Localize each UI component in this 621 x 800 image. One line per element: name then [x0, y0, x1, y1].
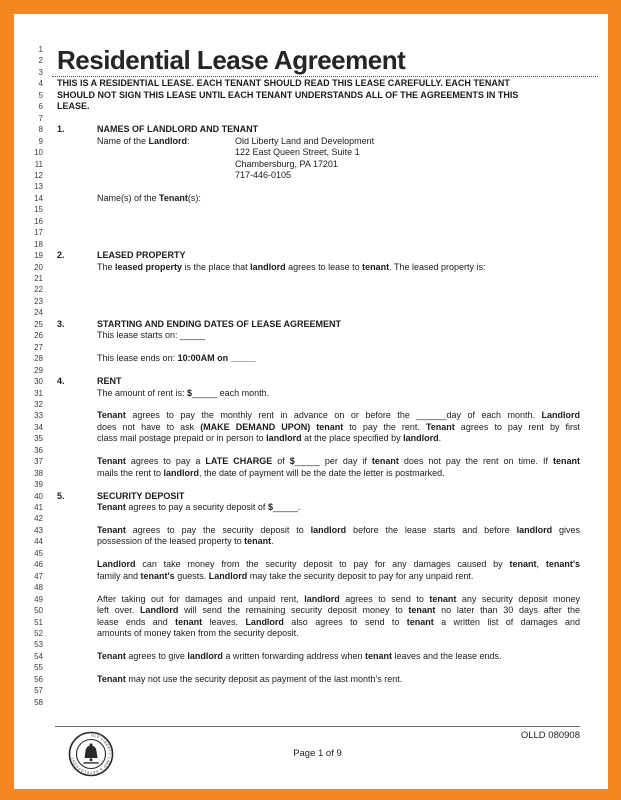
line-number: 39	[34, 480, 43, 490]
line-number: 40	[34, 491, 43, 501]
document-line	[14, 525, 608, 536]
text-segment: _____.	[272, 502, 301, 512]
text-segment: The	[97, 261, 116, 272]
svg-text:OLD LIBERTY LAND & DEVELOPMENT: OLD LIBERTY LAND & DEVELOPMENT	[70, 733, 112, 775]
line-text	[57, 101, 90, 112]
line-number: 47	[34, 571, 43, 581]
document-line	[14, 513, 608, 524]
document-line	[14, 170, 608, 181]
text-segment: landlord	[516, 524, 553, 535]
text-segment: Tenant	[97, 673, 126, 684]
line-text	[97, 193, 201, 204]
footer-divider	[55, 726, 580, 727]
text-segment: tenant	[553, 456, 580, 467]
text-segment: .	[271, 536, 274, 547]
text-segment: can take money from the security deposit to pay for any damages caused by	[135, 559, 510, 570]
page-title: Residential Lease Agreement	[57, 45, 406, 75]
line-number: 10	[34, 148, 43, 158]
line-text	[235, 170, 291, 181]
text-segment: _____ each month.	[192, 387, 270, 398]
document-line	[14, 502, 608, 513]
line-number: 8	[38, 125, 43, 135]
document-line	[14, 124, 608, 135]
liberty-bell-seal-icon	[68, 731, 114, 777]
document-code: OLLD 080908	[520, 730, 580, 741]
line-text	[97, 502, 300, 513]
document-line	[14, 594, 608, 605]
document-line	[14, 456, 608, 467]
text-segment: $	[289, 456, 295, 467]
line-number: 43	[34, 525, 43, 535]
line-number: 46	[34, 560, 43, 570]
line-text	[235, 147, 360, 158]
text-segment: lease ends and	[97, 616, 176, 627]
text-segment: LEASE.	[57, 101, 90, 112]
document-line	[14, 353, 608, 364]
line-number: 55	[34, 663, 43, 673]
line-number: 51	[34, 617, 43, 627]
text-segment: any security deposit money	[456, 593, 580, 604]
line-number: 35	[34, 434, 43, 444]
line-number: 25	[34, 319, 43, 329]
text-segment: tenant	[429, 593, 457, 604]
text-segment: is the place that	[182, 261, 251, 272]
text-segment: ,	[536, 559, 546, 570]
text-segment: agrees to give	[125, 650, 188, 661]
document-line	[14, 101, 608, 112]
line-number: 11	[34, 159, 43, 169]
document-line	[14, 571, 608, 582]
document-line	[14, 365, 608, 376]
text-segment: 122 East Queen Street, Suite 1	[235, 147, 360, 158]
document-line	[14, 491, 608, 502]
document-line	[14, 628, 608, 639]
line-text	[97, 571, 473, 582]
line-number: 7	[38, 113, 43, 123]
line-text	[97, 353, 256, 364]
line-text	[97, 536, 274, 547]
text-segment: may take the security deposit to pay for any unpaid rent.	[247, 570, 474, 581]
document-line	[14, 536, 608, 547]
line-number: 23	[34, 296, 43, 306]
text-segment: The amount of rent is:	[97, 387, 188, 398]
section-number: 1.	[57, 124, 65, 135]
document-line	[14, 250, 608, 261]
text-segment: Landlord	[148, 135, 188, 146]
landlord-address-line: Old Liberty Land and Development	[235, 135, 375, 146]
text-segment: a written forwarding address when	[222, 650, 365, 661]
text-segment: , the date of payment will be the date the letter is postmarked.	[199, 467, 445, 478]
text-segment: tenant	[406, 616, 434, 627]
line-number: 49	[34, 594, 43, 604]
text-segment: no later than 30 days after the	[435, 605, 580, 616]
document-line	[14, 284, 608, 295]
text-segment: (MAKE DEMAND UPON) tenant	[200, 421, 344, 432]
text-segment: mails the rent to	[97, 467, 164, 478]
text-segment: leased property	[115, 261, 183, 272]
text-segment: :	[187, 135, 190, 146]
line-text	[97, 559, 580, 570]
text-segment: tenant	[362, 261, 390, 272]
document-line	[14, 399, 608, 410]
line-number: 1	[38, 45, 43, 54]
line-text	[97, 628, 299, 639]
line-number: 28	[34, 354, 43, 364]
line-number: 56	[34, 674, 43, 684]
document-line	[14, 559, 608, 570]
line-number: 53	[34, 640, 43, 650]
line-number: 16	[34, 216, 43, 226]
text-segment: (s):	[187, 192, 201, 203]
text-segment: will send the remaining security deposit money to	[178, 605, 409, 616]
text-segment: Landlord	[541, 410, 580, 421]
line-text	[97, 605, 580, 616]
text-segment: agrees to pay a security deposit of	[125, 502, 268, 512]
document-line	[14, 67, 608, 78]
line-number: 2	[38, 56, 43, 66]
line-number: 6	[38, 102, 43, 112]
text-segment: agrees to pay the security deposit to	[125, 524, 311, 535]
text-segment: agrees to lease to	[285, 261, 363, 272]
line-text	[97, 468, 445, 479]
text-segment: Chambersburg, PA 17201	[235, 158, 338, 169]
line-number: 24	[34, 308, 43, 318]
line-text	[97, 651, 502, 662]
text-segment: tenant's	[545, 559, 580, 570]
text-segment: Name of the	[97, 135, 149, 146]
section-heading	[97, 376, 122, 387]
text-segment: does not have to ask	[97, 421, 201, 432]
text-segment: amounts of money taken from the security deposit.	[97, 627, 299, 638]
line-number: 32	[34, 399, 43, 409]
text-segment: Tenant	[97, 502, 126, 512]
line-text	[97, 433, 441, 444]
document-line	[14, 90, 608, 101]
text-segment: guests.	[174, 570, 209, 581]
document-line	[14, 239, 608, 250]
line-number: 45	[34, 548, 43, 558]
line-number: 52	[34, 628, 43, 638]
text-segment: a written list of damages and	[433, 616, 580, 627]
page-number-label: Page 1 of 9	[293, 748, 342, 759]
text-segment: STARTING AND ENDING DATES OF LEASE AGREEMENT	[97, 318, 342, 329]
line-number: 22	[34, 285, 43, 295]
text-segment: left over.	[97, 605, 140, 616]
document-line	[14, 605, 608, 616]
line-number: 13	[34, 182, 43, 192]
text-segment: _____	[228, 353, 256, 364]
line-text	[235, 159, 338, 170]
line-number: 26	[34, 331, 43, 341]
text-segment: class mail postage prepaid or in person to	[97, 433, 267, 444]
document-line	[14, 582, 608, 593]
document-line	[14, 468, 608, 479]
line-number: 14	[34, 193, 43, 203]
text-segment: tenant	[371, 456, 399, 467]
line-text	[97, 388, 269, 399]
line-number: 9	[38, 136, 43, 146]
text-segment: RENT	[97, 376, 122, 387]
text-segment: landlord	[187, 650, 223, 661]
text-segment: After taking out for damages and unpaid rent,	[97, 593, 305, 604]
line-text	[97, 456, 580, 467]
text-segment: tenant	[244, 536, 272, 547]
document-line	[14, 445, 608, 456]
text-segment: 10:00AM on	[177, 353, 229, 364]
line-number: 44	[34, 537, 43, 547]
document-line	[14, 376, 608, 387]
text-segment: landlord	[163, 467, 200, 478]
line-text	[57, 78, 510, 89]
section-heading	[97, 491, 184, 502]
line-number: 34	[34, 422, 43, 432]
document-line	[14, 307, 608, 318]
line-number: 12	[34, 170, 43, 180]
text-segment: of	[272, 456, 290, 467]
text-segment: tenant	[364, 650, 392, 661]
text-segment: Tenant	[425, 421, 455, 432]
text-segment: Landlord	[245, 616, 284, 627]
text-segment: agrees to pay the monthly rent in advance on or before the ______day of each month.	[125, 410, 542, 421]
text-segment: gives	[552, 524, 580, 535]
section-number: 4.	[57, 376, 65, 387]
document-line	[14, 685, 608, 696]
text-segment: landlord	[250, 261, 286, 272]
text-segment: SHOULD NOT SIGN THIS LEASE UNTIL EACH TENANT UNDERSTANDS ALL OF THE AGREEMENTS IN THIS	[57, 89, 519, 100]
text-segment: possession of the leased property to	[97, 536, 245, 547]
document-line	[14, 422, 608, 433]
text-segment: tenant	[175, 616, 203, 627]
section-number: 2.	[57, 250, 65, 261]
line-number: 36	[34, 445, 43, 455]
document-line	[14, 159, 608, 170]
text-segment: also agrees to send to	[283, 616, 407, 627]
line-number: 20	[34, 262, 43, 272]
document-line	[14, 262, 608, 273]
document-line	[14, 113, 608, 124]
text-segment: agrees to pay rent by first	[454, 421, 580, 432]
text-segment: at the place specified by	[301, 433, 404, 444]
text-segment: may not use the security deposit as payment of the last month's rent.	[125, 673, 403, 684]
text-segment: landlord	[304, 593, 340, 604]
text-segment: leaves and the lease ends.	[391, 650, 502, 661]
document-line	[14, 55, 608, 66]
text-segment: Landlord	[139, 605, 179, 616]
text-segment: NAMES OF LANDLORD AND TENANT	[97, 124, 259, 135]
line-number: 33	[34, 411, 43, 421]
text-segment: _____ per day if	[294, 456, 372, 467]
line-text	[97, 136, 190, 147]
text-segment: SECURITY DEPOSIT	[97, 490, 185, 501]
line-text	[57, 90, 518, 101]
line-number: 48	[34, 583, 43, 593]
text-segment: Landlord	[208, 570, 248, 581]
line-number: 31	[34, 388, 43, 398]
document-line	[14, 44, 608, 55]
line-text	[97, 410, 580, 421]
line-text	[97, 674, 402, 685]
document-line	[14, 227, 608, 238]
document-line	[14, 78, 608, 89]
line-number: 4	[38, 79, 43, 89]
text-segment: Tenant	[97, 524, 126, 535]
document-line	[14, 639, 608, 650]
document-line	[14, 147, 608, 158]
line-number: 37	[34, 457, 43, 467]
text-segment: family and	[97, 570, 141, 581]
text-segment: landlord	[266, 433, 302, 444]
text-segment: agrees to pay a	[125, 456, 206, 467]
line-number: 19	[34, 251, 43, 261]
text-segment: $	[187, 387, 193, 398]
document-line	[14, 136, 608, 147]
line-number: 15	[34, 205, 43, 215]
line-number: 5	[38, 90, 43, 100]
document-line	[14, 296, 608, 307]
text-segment: This lease starts on: _____	[97, 330, 206, 341]
line-number: 38	[34, 468, 43, 478]
line-number: 42	[34, 514, 43, 524]
text-segment: tenant	[509, 559, 537, 570]
text-segment: landlord	[310, 524, 347, 535]
line-text	[97, 330, 205, 341]
line-number: 27	[34, 342, 43, 352]
text-segment: .	[438, 433, 442, 444]
section-number: 5.	[57, 490, 65, 501]
line-number: 21	[34, 274, 43, 283]
document-line	[14, 319, 608, 330]
document-line	[14, 193, 608, 204]
document-line	[14, 204, 608, 215]
text-segment: . The leased property is:	[389, 261, 486, 272]
text-segment: before the lease starts and before	[346, 524, 517, 535]
document-line	[14, 479, 608, 490]
text-segment: Tenant	[97, 650, 126, 661]
section-heading	[97, 124, 258, 135]
text-segment: $	[267, 502, 273, 512]
document-line	[14, 433, 608, 444]
document-line	[14, 697, 608, 708]
text-segment: LATE CHARGE	[205, 456, 273, 467]
document-line	[14, 342, 608, 353]
text-segment: to pay the rent.	[343, 421, 426, 432]
line-text	[97, 617, 580, 628]
document-line	[14, 662, 608, 673]
line-number: 18	[34, 239, 43, 249]
document-line	[14, 330, 608, 341]
line-number: 50	[34, 606, 43, 616]
text-segment: leaves.	[202, 616, 246, 627]
line-number: 30	[34, 377, 43, 387]
text-segment: landlord	[403, 433, 439, 444]
document-line	[14, 548, 608, 559]
line-number: 17	[34, 228, 43, 238]
text-segment: Tenant	[97, 410, 126, 421]
line-text	[97, 594, 580, 605]
text-segment: tenant's	[140, 570, 175, 581]
section-number: 3.	[57, 318, 65, 329]
section-heading	[97, 319, 341, 330]
section-heading	[97, 250, 186, 261]
line-text	[97, 525, 580, 536]
document-line	[14, 216, 608, 227]
lease-document-page	[14, 14, 608, 789]
line-number: 41	[34, 503, 43, 512]
text-segment: tenant	[408, 605, 436, 616]
document-line	[14, 674, 608, 685]
line-number: 54	[34, 651, 43, 661]
document-line	[14, 410, 608, 421]
text-segment: agrees to send to	[339, 593, 430, 604]
line-number: 3	[38, 67, 43, 77]
text-segment: This lease ends on:	[97, 353, 178, 364]
text-segment: Landlord	[97, 559, 136, 570]
text-segment: LEASED PROPERTY	[97, 250, 186, 261]
text-segment: Tenant	[97, 456, 126, 467]
document-line	[14, 181, 608, 192]
document-line	[14, 617, 608, 628]
text-segment: Name(s) of the	[97, 192, 160, 203]
document-line	[14, 651, 608, 662]
line-text	[97, 422, 580, 433]
text-segment: 717-446-0105	[235, 169, 292, 180]
line-text	[97, 262, 486, 273]
text-segment: Tenant	[159, 192, 188, 203]
document-line	[14, 273, 608, 284]
text-segment: does not pay the rent on time. If	[398, 456, 554, 467]
line-number: 57	[34, 686, 43, 696]
text-segment: THIS IS A RESIDENTIAL LEASE. EACH TENANT SHOULD READ THIS LEASE CAREFULLY. EACH TENANT	[57, 78, 510, 89]
line-number: 58	[34, 697, 43, 707]
document-line	[14, 388, 608, 399]
line-number: 29	[34, 365, 43, 375]
